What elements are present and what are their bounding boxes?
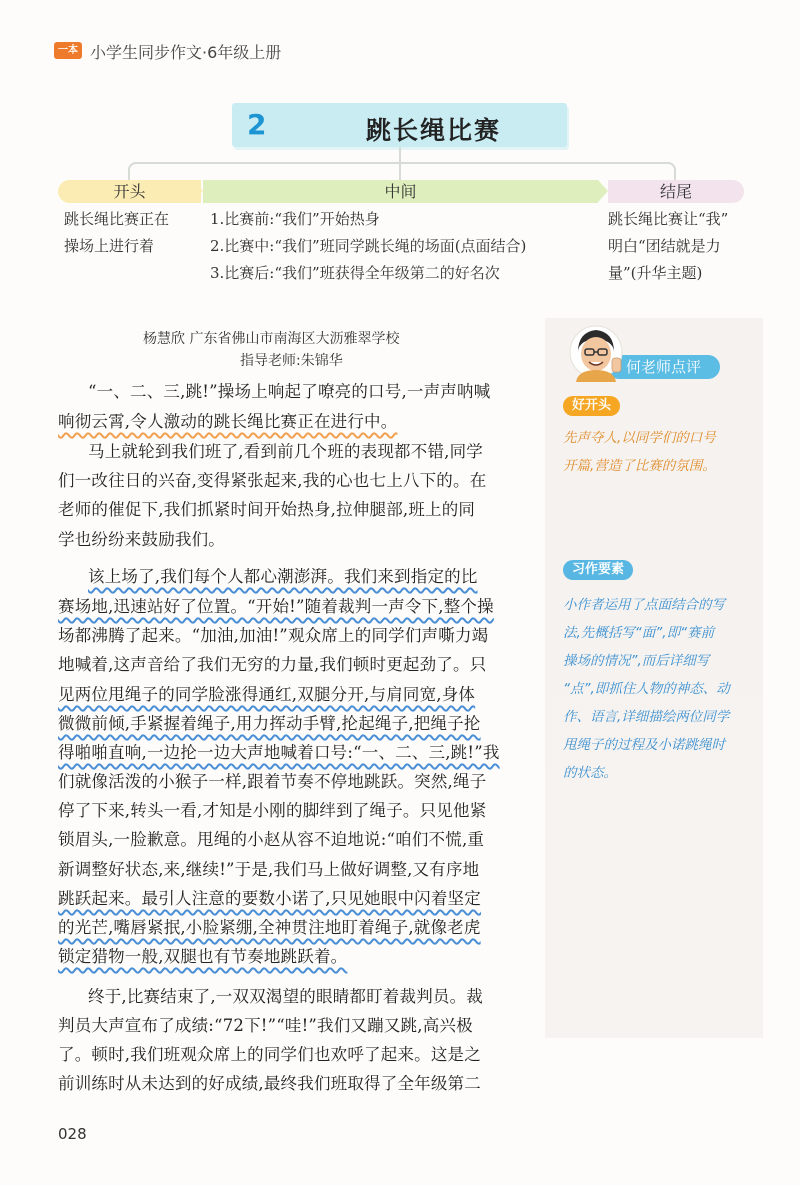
outline-connector [128,162,676,182]
essay-line: 得啪啪直响,一边抡一边大声地喊着口号:“一、二、三,跳!”我 [58,743,500,762]
essay-line: 老师的催促下,我们抓紧时间开始热身,拉伸腿部,班上的同 [58,500,476,519]
essay-line: 了。顿时,我们班观众席上的同学们也欢呼了起来。这是之 [58,1045,481,1064]
outline-head-middle: 中间 [203,180,598,203]
outline-head-start: 开头 [58,180,201,203]
essay-line: 判员大声宣布了成绩:“72下!”“哇!”我们又蹦又跳,高兴极 [58,1016,473,1035]
outline-middle-text: 1.比赛前:“我们”开始热身 2.比赛中:“我们”班同学跳长绳的场面(点面结合) 3.比赛后:“我们”班获得全年级第二的好名次 [210,210,527,282]
review-tag: 何老师点评 [607,355,720,379]
essay-line: “一、二、三,跳!”操场上响起了嘹亮的口号,一声声呐喊 [88,382,491,401]
brand-badge: 一本 [54,42,82,59]
essay-line: 们一改往日的兴奋,变得紧张起来,我的心也七上八下的。在 [58,471,487,490]
essay-line: 新调整好状态,来,继续!”于是,我们马上做好调整,又有序地 [58,860,480,879]
page-number: 028 [58,1125,87,1143]
essay-line: 微微前倾,手紧握着绳子,用力挥动手臂,抡起绳子,把绳子抡 [58,714,481,733]
essay-line: 场都沸腾了起来。“加油,加油!”观众席上的同学们声嘶力竭 [58,626,489,645]
essay-line: 锁眉头,一脸歉意。甩绳的小赵从容不迫地说:“咱们不慌,重 [58,830,485,849]
essay-line: 马上就轮到我们班了,看到前几个班的表现都不错,同学 [88,442,483,461]
essay-line: 锁定猎物一般,双腿也有节奏地跳跃着。 [58,947,348,966]
outline-arrow [193,180,203,202]
chapter-number: 2 [247,108,267,141]
essay-line: 们就像活泼的小猴子一样,跟着节奏不停地跳跃。突然,绳子 [58,772,487,791]
essay-line: 赛场地,迅速站好了位置。“开始!”随着裁判一声令下,整个操 [58,597,494,616]
essay-line: 的光芒,嘴唇紧抿,小脸紧绷,全神贯注地盯着绳子,就像老虎 [58,918,481,937]
essay-line: 见两位甩绳子的同学脸涨得通红,双腿分开,与肩同宽,身体 [58,685,476,704]
essay-line: 响彻云霄,令人激动的跳长绳比赛正在进行中。 [58,412,398,431]
outline-arrow [598,180,608,202]
essay-line: 前训练时从未达到的好成绩,最终我们班取得了全年级第二 [58,1074,481,1093]
outline-connector [399,163,401,180]
writing-tips-comment: 小作者运用了点面结合的写 法,先概括写“面”,即“赛前 操场的情况”,而后详细写 “点”,即抓住人物的神态、动 作、语言,详细描绘两位同学 甩绳子的过程及小诺跳绳时 的状态。 [563,597,730,781]
outline-end-text: 跳长绳比赛让“我” 明白“团结就是力 量”(升华主题) [608,210,729,282]
author-line: 杨慧欣 广东省佛山市南海区大沥雅翠学校 [143,331,400,347]
book-title: 小学生同步作文·6年级上册 [90,43,282,62]
essay-line: 地喊着,这声音给了我们无穷的力量,我们顿时更起劲了。只 [58,655,487,674]
essay-line: 该上场了,我们每个人都心潮澎湃。我们来到指定的比 [88,567,478,586]
essay-line: 学也纷纷来鼓励我们。 [58,530,225,549]
outline-start-text: 跳长绳比赛正在 操场上进行着 [64,210,170,255]
essay-line: 跳跃起来。最引人注意的要数小诺了,只见她眼中闪着坚定 [58,889,481,908]
essay-line: 终于,比赛结束了,一双双渴望的眼睛都盯着裁判员。裁 [88,987,483,1006]
outline-connector [399,147,401,163]
good-start-label: 好开头 [563,396,620,416]
essay-line: 停了下来,转头一看,才知是小刚的脚绊到了绳子。只见他紧 [58,801,487,820]
chapter-title: 跳长绳比赛 [366,116,502,145]
writing-tips-label: 习作要素 [563,560,633,580]
outline-head-end: 结尾 [608,180,744,203]
good-start-comment: 先声夺人,以同学们的口号 开篇,营造了比赛的氛围。 [563,430,716,474]
teacher-avatar-icon [568,322,628,382]
teacher-line: 指导老师:朱锦华 [240,353,343,369]
